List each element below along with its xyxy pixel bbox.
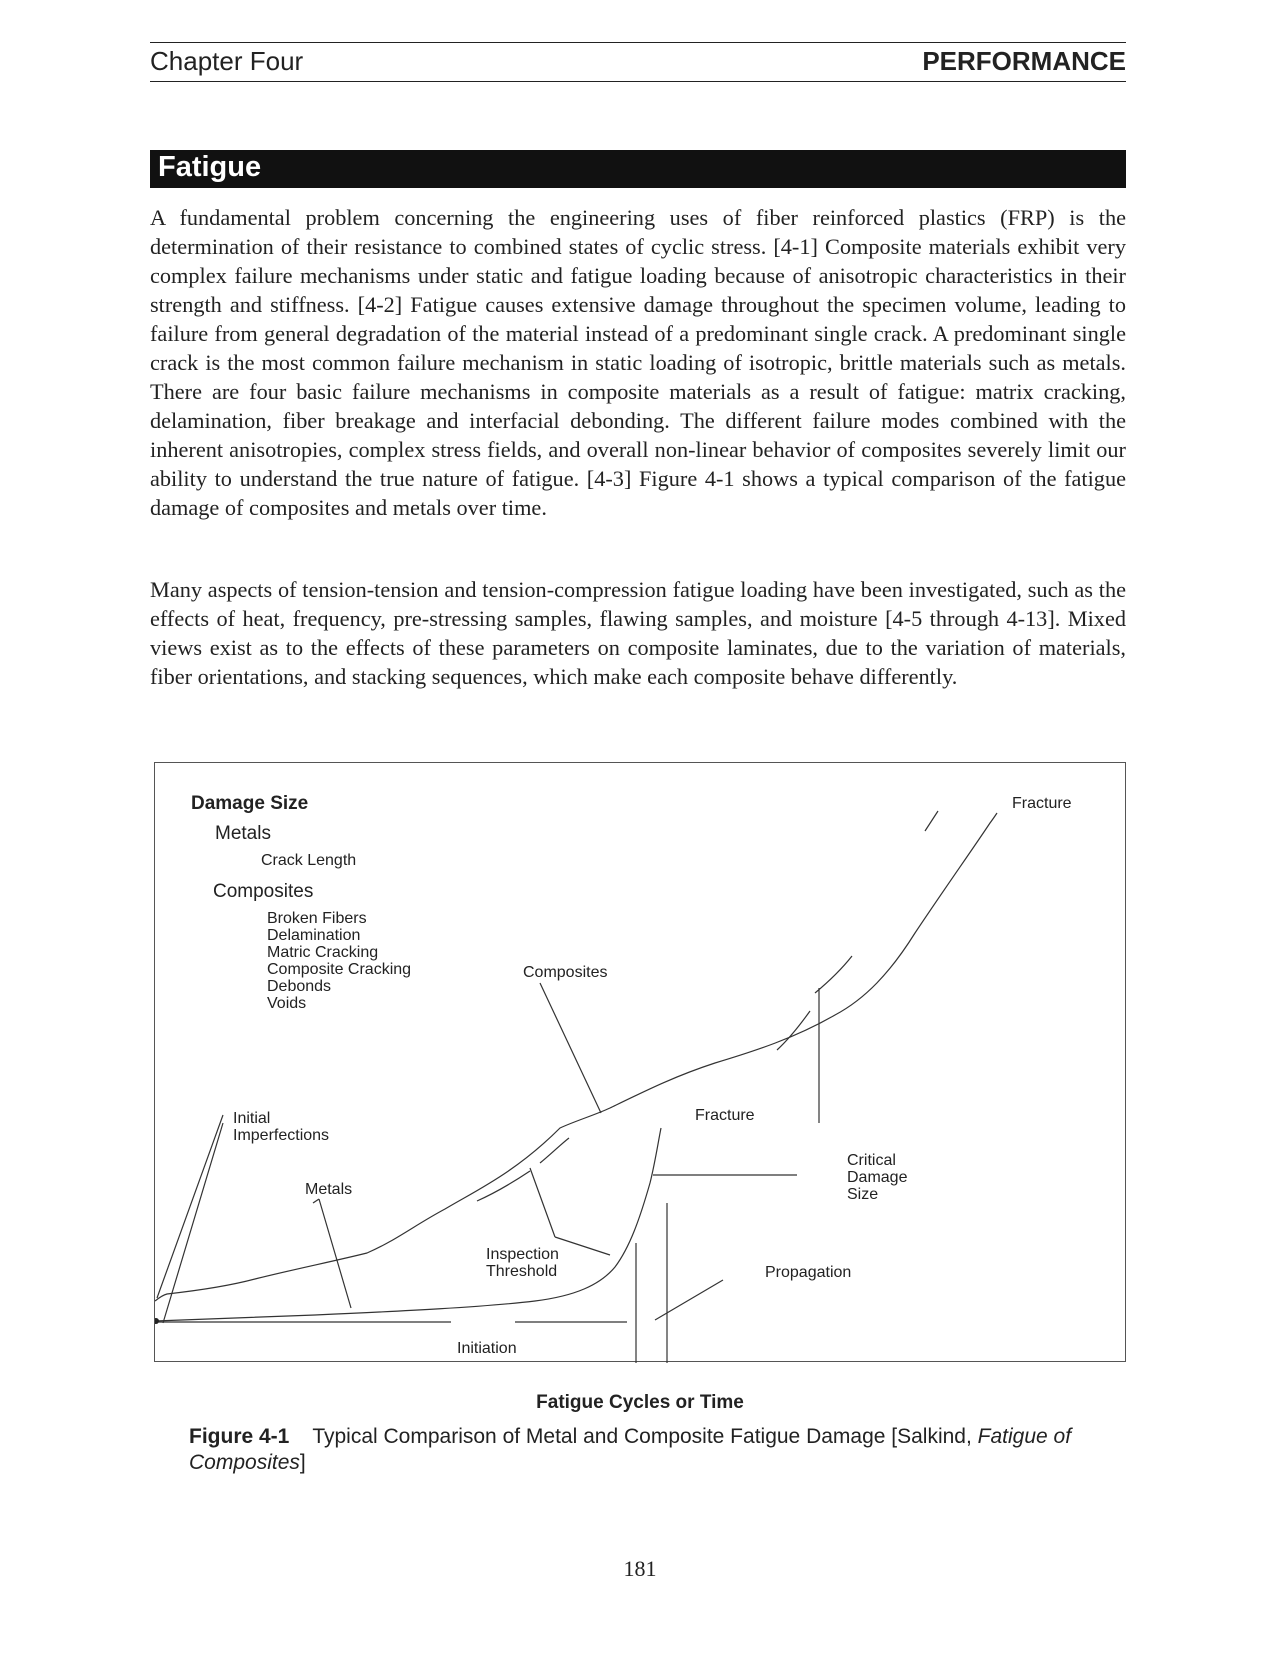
fatigue-diagram [155,763,1127,1363]
legend-composites-item: Debonds [267,978,332,995]
caption-text: Typical Comparison of Metal and Composite Fatigue Damage [Salkind, [312,1425,978,1448]
caption-number: Figure 4-1 [189,1425,290,1448]
leader-propagation [655,1280,723,1320]
chapter-label: Chapter Four [150,46,304,76]
legend-composites-item: Matric Cracking [267,944,379,961]
legend-composites-item: Composite Cracking [267,961,412,978]
label-fracture-mid: Fracture [695,1107,755,1124]
paragraph-2: Many aspects of tension-tension and tension-compression fatigue loading have been investigated, such as the effects of heat, frequency, pre-stressing samples, flawing samples, and moisture [4-5 through 4-13]. Mixed views exist as to the effects of these parameters on composite laminates, due to the variation of materials, fiber orientations, and stacking sequences, which make each composite behave differently. [150,577,1126,689]
legend-composites-heading: Composites [213,881,314,902]
section-label: PERFORMANCE [922,46,1126,76]
legend-composites-item: Broken Fibers [267,910,367,927]
legend-composites-item: Delamination [267,927,361,944]
leader-inspection [530,1168,555,1237]
label-propagation: Propagation [765,1264,852,1281]
label-metals: Metals [305,1181,353,1198]
leader-initial [157,1115,223,1298]
y-axis-title: Damage Size [191,793,309,814]
page-number: 181 [623,1556,657,1581]
metal-damage-curve [155,1128,661,1321]
label-critical-damage-size: Damage [847,1169,908,1186]
label-composites: Composites [523,964,608,981]
x-axis-title: Fatigue Cycles or Time [536,1392,744,1413]
running-header [150,42,1126,82]
leader-initial [163,1123,223,1323]
figure-4-1 [154,762,1126,1362]
origin-point [155,1318,159,1324]
leader-metals-tick [313,1199,319,1203]
leader-fracture-top [925,811,938,831]
paragraph-1: A fundamental problem concerning the engineering uses of fiber reinforced plastics (FRP) is the determination of their resistance to combined states of cyclic stress. [4-1] Composite materials exhibit very complex failure mechanisms under static and fatigue loading because of anisotropic characteristics in their strength and stiffness. [4-2] Fatigue causes extensive damage throughout the specimen volume, leading to failure from general degradation of the material instead of a predominant single crack. A predominant single crack is the most common failure mechanism in static loading of isotropic, brittle materials such as metals. There are four basic failure mechanisms in composite materials as a result of fatigue: matrix cracking, delamination, fiber breakage and interfacial debonding. The different failure modes combined with the inherent anisotropies, complex stress fields, and overall non-linear behavior of composites severely limit our ability to understand the true nature of fatigue. [4-3] Figure 4-1 shows a typical comparison of the fatigue damage of composites and metals over time. [150,205,1126,520]
caption-closing: ] [299,1451,306,1474]
leader-inspection [555,1237,610,1255]
label-critical-damage-size: Critical [847,1152,896,1169]
label-fracture-top: Fracture [1012,795,1072,812]
label-inspection-threshold: Threshold [486,1263,558,1280]
leader-metals [319,1199,351,1308]
section-title: Fatigue [158,151,262,183]
caption-source: Fatigue of Composites [189,1425,1072,1474]
label-critical-damage-size: Size [847,1186,879,1203]
composite-branch [540,1138,569,1163]
legend-metals-item: Crack Length [261,852,357,869]
leader-composites [540,983,601,1113]
label-initiation: Initiation [457,1340,517,1357]
legend-metals-heading: Metals [215,823,271,844]
legend-composites-item: Voids [267,995,307,1012]
label-inspection-threshold: Inspection [486,1246,559,1263]
section-heading-bar [150,150,1126,188]
figure-caption [189,1424,1109,1476]
composite-branch [815,956,852,993]
label-initial-imperfections: Imperfections [233,1127,330,1144]
label-initial-imperfections: Initial [233,1110,271,1127]
